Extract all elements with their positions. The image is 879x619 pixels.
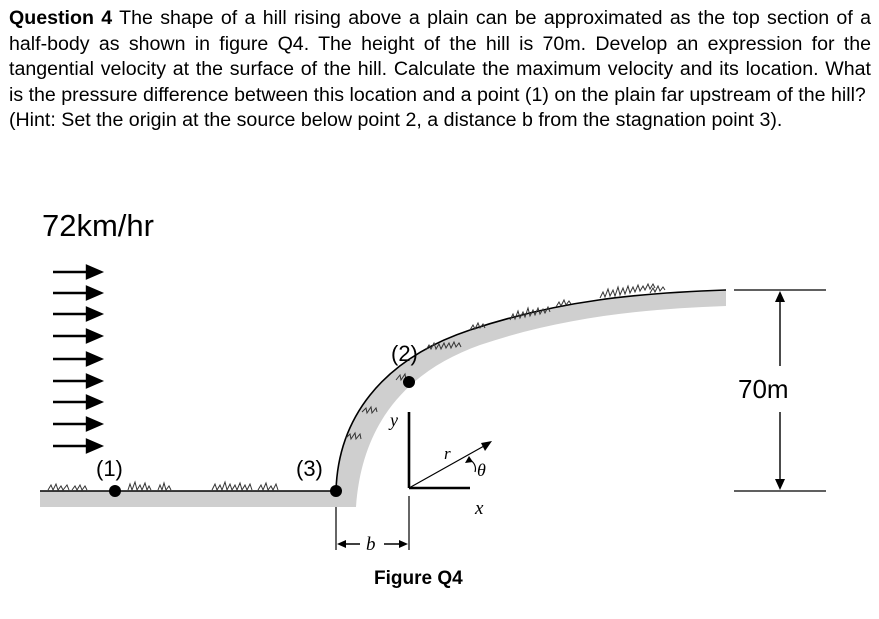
point-2-marker <box>403 376 415 388</box>
freestream-arrows <box>53 266 101 452</box>
hill-body <box>336 290 726 507</box>
question-paragraph <box>9 6 871 108</box>
plain-ground <box>40 491 340 507</box>
y-axis-label: y <box>390 410 398 430</box>
x-axis-label: x <box>475 498 484 519</box>
b-label: b <box>366 534 376 555</box>
figure-q4-diagram <box>0 196 879 619</box>
point-3-marker <box>330 485 342 497</box>
freestream-speed-label: 72km/hr <box>42 208 154 243</box>
point-2-label: (2) <box>391 341 418 366</box>
question-hint: (Hint: Set the origin at the source below point 2, a distance b from the stagnation point 3). <box>9 109 783 132</box>
question-label: Question 4 <box>9 7 113 29</box>
question-block <box>9 6 871 134</box>
point-1-label: (1) <box>96 456 123 481</box>
r-label: r <box>444 444 451 463</box>
theta-label: θ <box>477 460 486 480</box>
hill-height-label: 70m <box>738 374 789 404</box>
question-text: The shape of a hill rising above a plain can be approximated as the top section of a half-body as shown in figure Q4. The height of the hill is 70m. Develop an expression for the tangential velocity at the surface of the hill. Calculate the maximum velocity and its location. What is the pressure difference between this location and a point (1) on the plain far upstream of the hill? <box>9 7 871 106</box>
point-3-label: (3) <box>296 456 323 481</box>
figure-caption: Figure Q4 <box>374 568 463 589</box>
point-1-marker <box>109 485 121 497</box>
